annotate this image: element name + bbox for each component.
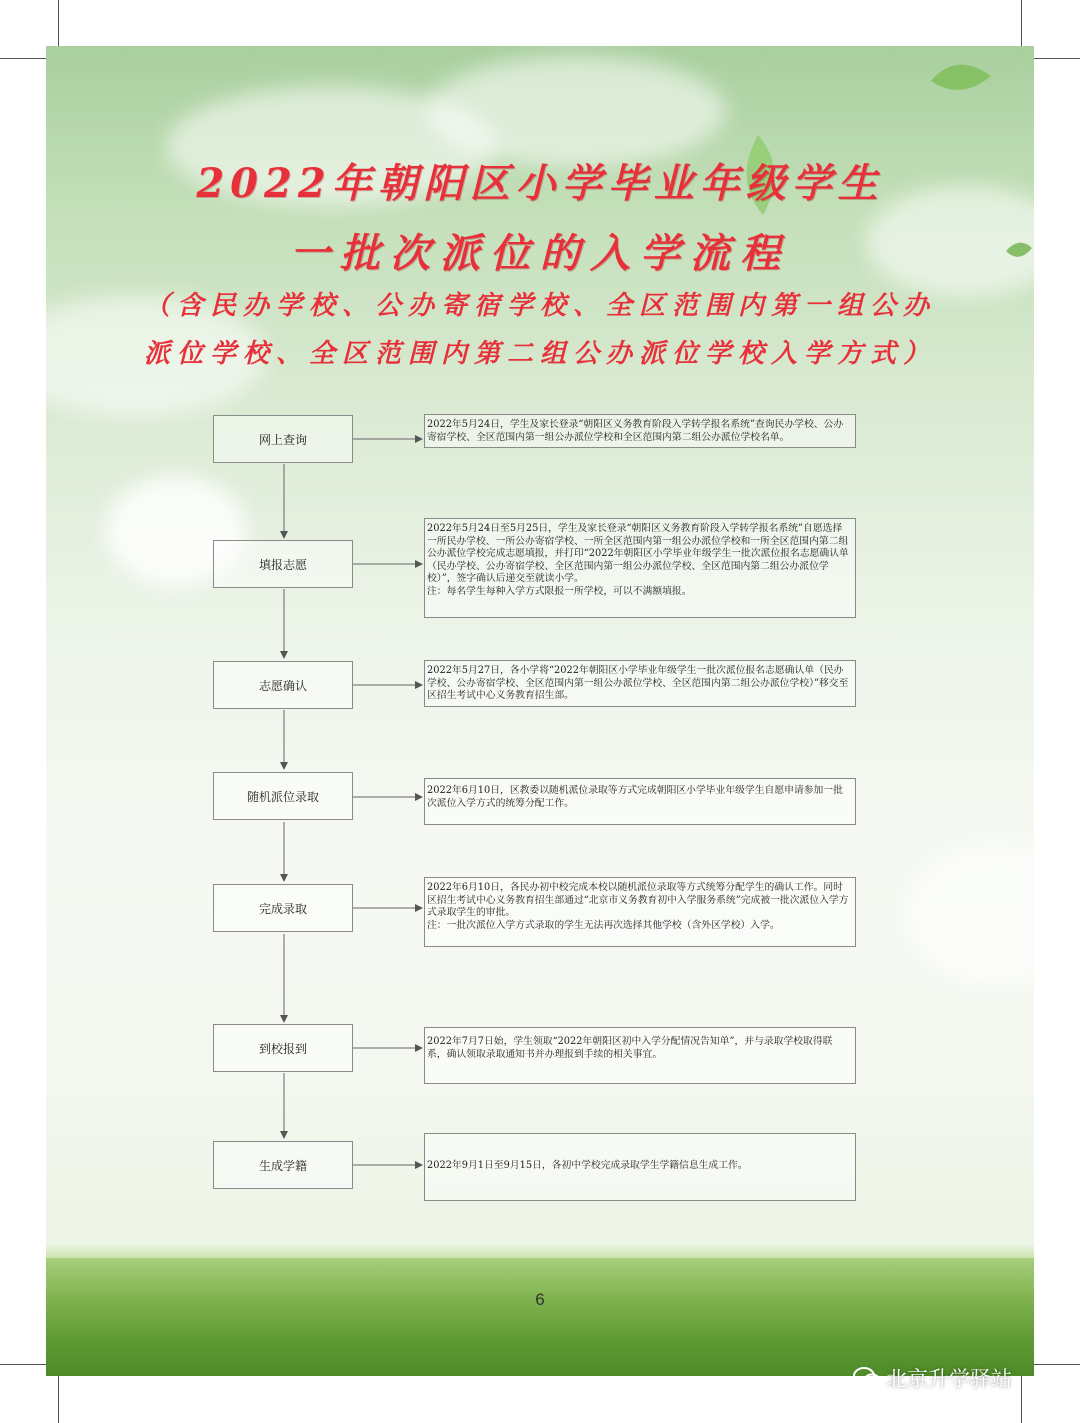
step-description xyxy=(424,414,856,448)
description-text: 2022年5月24日至5月25日，学生及家长登录“朝阳区义务教育阶段入学转学报名系统”自愿选择一所民办学校、一所公办寄宿学校、一所全区范围内第一组公办派位学校和一所全区范围内第二组公办派位学校完成志愿填报，并打印“2022年朝阳区小学毕业年级学生一批次派位报名志愿确认单（民办学校、公办寄宿学校、全区范围内第一组公办派位学校、全区范围内第二组公办派位学校）”，签字确认后递交至就读小学。 xyxy=(427,523,849,584)
step-random-allocation: 随机派位录取 xyxy=(213,772,353,820)
wechat-icon xyxy=(852,1366,882,1390)
subtitle-line-1: （含民办学校、公办寄宿学校、全区范围内第一组公办 xyxy=(143,291,936,321)
step-generate-record: 生成学籍 xyxy=(213,1141,353,1189)
step-description xyxy=(424,778,856,825)
page-number: 6 xyxy=(535,1290,545,1309)
step-description xyxy=(424,518,856,618)
description-note: 注：每名学生每种入学方式限报一所学校，可以不满额填报。 xyxy=(427,585,692,597)
title-line-1: 2022年朝阳区小学毕业年级学生 xyxy=(196,160,884,207)
step-online-query: 网上查询 xyxy=(213,415,353,463)
description-note: 注：一批次派位入学方式录取的学生无法再次选择其他学校（含外区学校）入学。 xyxy=(427,919,780,931)
title-line-2: 一批次派位的入学流程 xyxy=(290,230,790,277)
description-text: 2022年7月7日始，学生领取“2022年朝阳区初中入学分配情况告知单”，并与录取学校取得联系，确认领取录取通知书并办理报到手续的相关事宜。 xyxy=(427,1036,833,1060)
description-text: 2022年5月24日，学生及家长登录“朝阳区义务教育阶段入学转学报名系统”查询民办学校、公办寄宿学校、全区范围内第一组公办派位学校和全区范围内第二组公办派位学校名单。 xyxy=(427,419,844,443)
step-report-to-school: 到校报到 xyxy=(213,1024,353,1072)
description-text: 2022年6月10日，区教委以随机派位录取等方式完成朝阳区小学毕业年级学生自愿申请参加一批次派位入学方式的统筹分配工作。 xyxy=(427,785,843,809)
step-description xyxy=(424,660,856,707)
watermark xyxy=(852,1363,1012,1393)
watermark-text: 北京升学驿站 xyxy=(886,1367,1012,1391)
description-text: 2022年9月1日至9月15日，各初中学校完成录取学生学籍信息生成工作。 xyxy=(427,1160,748,1171)
step-description xyxy=(424,1027,856,1084)
step-fill-preferences: 填报志愿 xyxy=(213,540,353,588)
subtitle-line-2: 派位学校、全区范围内第二组公办派位学校入学方式） xyxy=(143,339,936,369)
description-text: 2022年5月27日，各小学将“2022年朝阳区小学毕业年级学生一批次派位报名志愿确认单（民办学校、公办寄宿学校、全区范围内第一组公办派位学校、全区范围内第二组公办派位学校）”移交至区招生考试中心义务教育招生部。 xyxy=(427,665,849,701)
step-description xyxy=(424,1133,856,1201)
step-complete-admission: 完成录取 xyxy=(213,884,353,932)
description-text: 2022年6月10日，各民办初中校完成本校以随机派位录取等方式统筹分配学生的确认工作。同时区招生考试中心义务教育招生部通过“北京市义务教育初中入学服务系统”完成被一批次派位入学方式录取学生的审批。 xyxy=(427,882,849,918)
step-description xyxy=(424,877,856,947)
step-confirm-preferences: 志愿确认 xyxy=(213,661,353,709)
